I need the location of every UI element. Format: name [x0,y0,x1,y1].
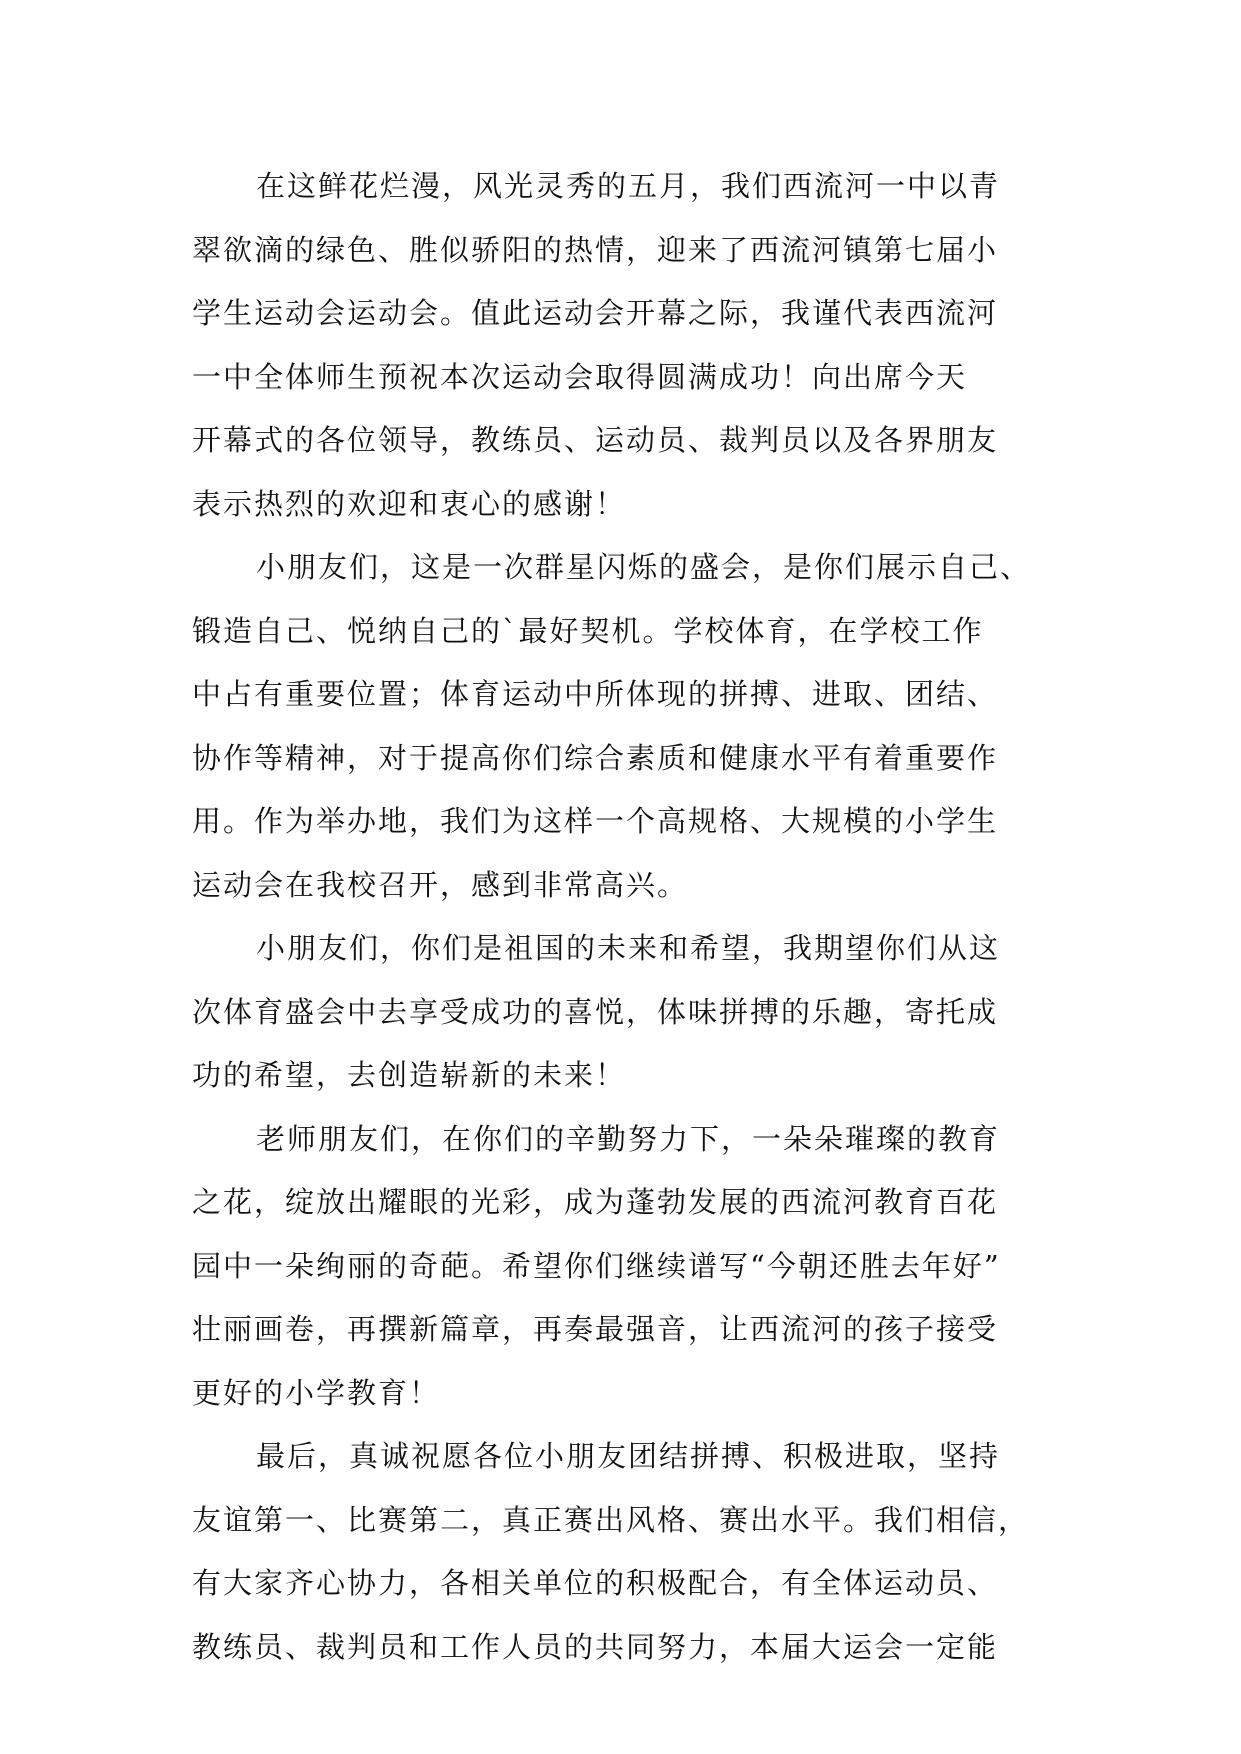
text-line: 开幕式的各位领导，教练员、运动员、裁判员以及各界朋友 [192,423,999,457]
text-line: 小朋友们，你们是祖国的未来和希望，我期望你们从这 [256,931,1001,965]
paragraph [192,1108,1062,1426]
paragraph [192,536,1062,917]
text-line: 用。作为举办地，我们为这样一个高规格、大规模的小学生 [192,804,999,838]
text-line: 有大家齐心协力，各相关单位的积极配合，有全体运动员、 [192,1566,999,1600]
text-line: 次体育盛会中去享受成功的喜悦，体味拼搏的乐趣，寄托成 [192,994,999,1029]
text-line: 壮丽画卷，再撰新篇章，再奏最强音，让西流河的孩子接受 [192,1312,999,1346]
paragraph [192,1425,1062,1679]
text-line: 最后，真诚祝愿各位小朋友团结拼搏、积极进取，坚持 [256,1439,1001,1473]
text-line: 老师朋友们，在你们的辛勤努力下，一朵朵璀璨的教育 [256,1121,1001,1156]
text-line: 教练员、裁判员和工作人员的共同努力，本届大运会一定能 [192,1629,999,1664]
text-line: 表示热烈的欢迎和衷心的感谢！ [192,486,627,521]
text-line: 协作等精神，对于提高你们综合素质和健康水平有着重要作 [192,740,999,775]
text-line: 翠欲滴的绿色、胜似骄阳的热情，迎来了西流河镇第七届小 [192,232,999,267]
text-line: 功的希望，去创造崭新的未来！ [192,1058,627,1092]
text-line: 在这鲜花烂漫，风光灵秀的五月，我们西流河一中以青 [256,169,1001,203]
text-line: 之花，绽放出耀眼的光彩，成为蓬勃发展的西流河教育百花 [192,1185,999,1219]
text-line: 更好的小学教育！ [192,1375,441,1410]
text-line: 园中一朵绚丽的奇葩。希望你们继续谱写“今朝还胜去年好” [192,1248,1001,1283]
text-line: 友谊第一、比赛第二，真正赛出风格、赛出水平。我们相信， [192,1502,1030,1537]
document-body [192,155,1062,1679]
paragraph [192,155,1062,536]
paragraph [192,917,1062,1108]
text-line: 锻造自己、悦纳自己的`最好契机。学校体育，在学校工作 [192,613,984,648]
text-line: 小朋友们，这是一次群星闪烁的盛会，是你们展示自己、 [256,550,1032,584]
text-line: 中占有重要位置；体育运动中所体现的拼搏、进取、团结、 [192,677,999,711]
text-line: 学生运动会运动会。值此运动会开幕之际，我谨代表西流河 [192,296,999,330]
text-line: 一中全体师生预祝本次运动会取得圆满成功！向出席今天 [192,359,968,394]
text-line: 运动会在我校召开，感到非常高兴。 [192,867,689,902]
